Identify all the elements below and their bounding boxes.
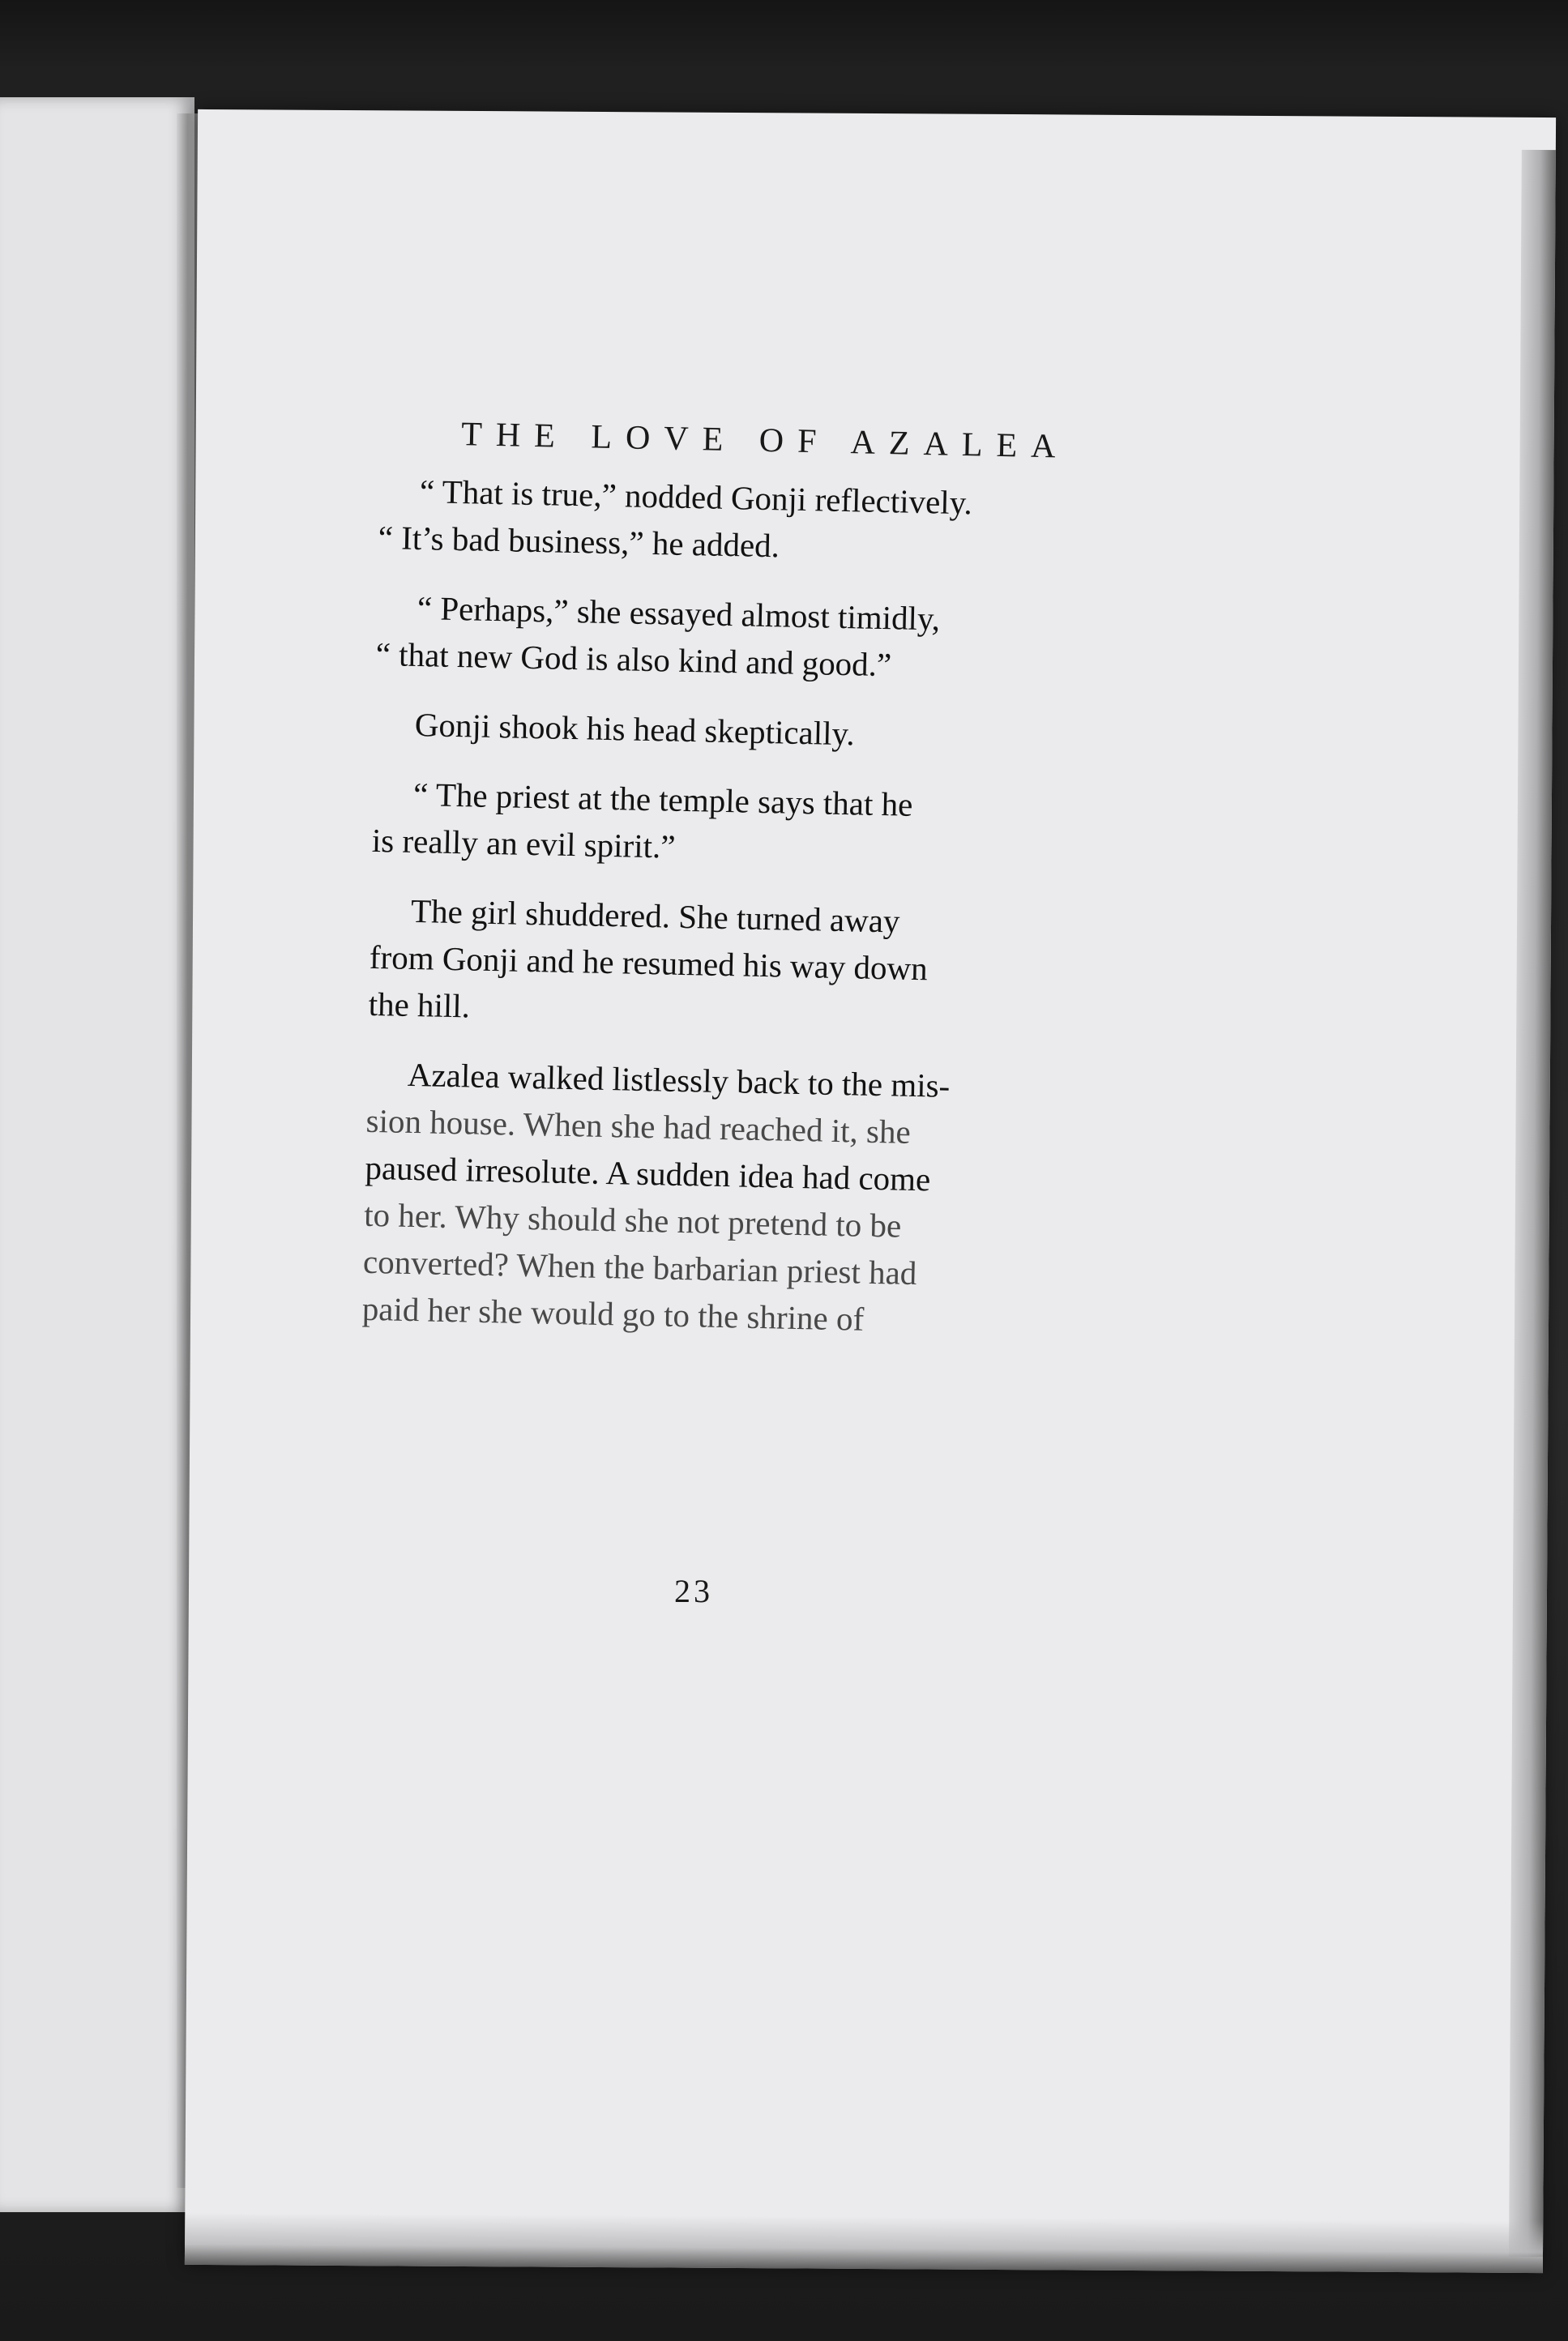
text-line: “ It’s bad business,” he added.	[378, 518, 780, 565]
text-line: the hill.	[368, 985, 471, 1025]
text-line: is really an evil spirit.”	[371, 821, 676, 865]
text-line: “ Perhaps,” she essayed almost timidly,	[417, 588, 941, 638]
text-line: “ The priest at the temple says that he	[412, 775, 913, 823]
text-line: converted? When the barbarian priest had	[362, 1242, 917, 1292]
text-line: The girl shuddered. She turned away	[410, 891, 900, 940]
running-head: THE LOVE OF AZALEA	[460, 416, 1070, 466]
text-line: Gonji shook his head skeptically.	[414, 705, 856, 753]
text-line: “ that new God is also kind and good.”	[375, 634, 892, 684]
text-line: Azalea walked listlessly back to the mis-	[407, 1055, 951, 1104]
text-line: “ That is true,” nodded Gonji reflectively.	[419, 472, 973, 522]
page-bottom-edge	[185, 2213, 1543, 2273]
page-number: 23	[674, 1573, 713, 1609]
left-page-edge	[0, 97, 194, 2212]
text-line: paused irresolute. A sudden idea had come	[365, 1148, 931, 1198]
page-text-block	[361, 413, 1094, 1347]
text-line: to her. Why should she not pretend to be	[363, 1195, 902, 1245]
text-line: sion house. When she had reached it, she	[365, 1101, 912, 1151]
text-line: paid her she would go to the shrine of	[361, 1289, 865, 1338]
text-line: from Gonji and he resumed his way down	[369, 938, 929, 988]
